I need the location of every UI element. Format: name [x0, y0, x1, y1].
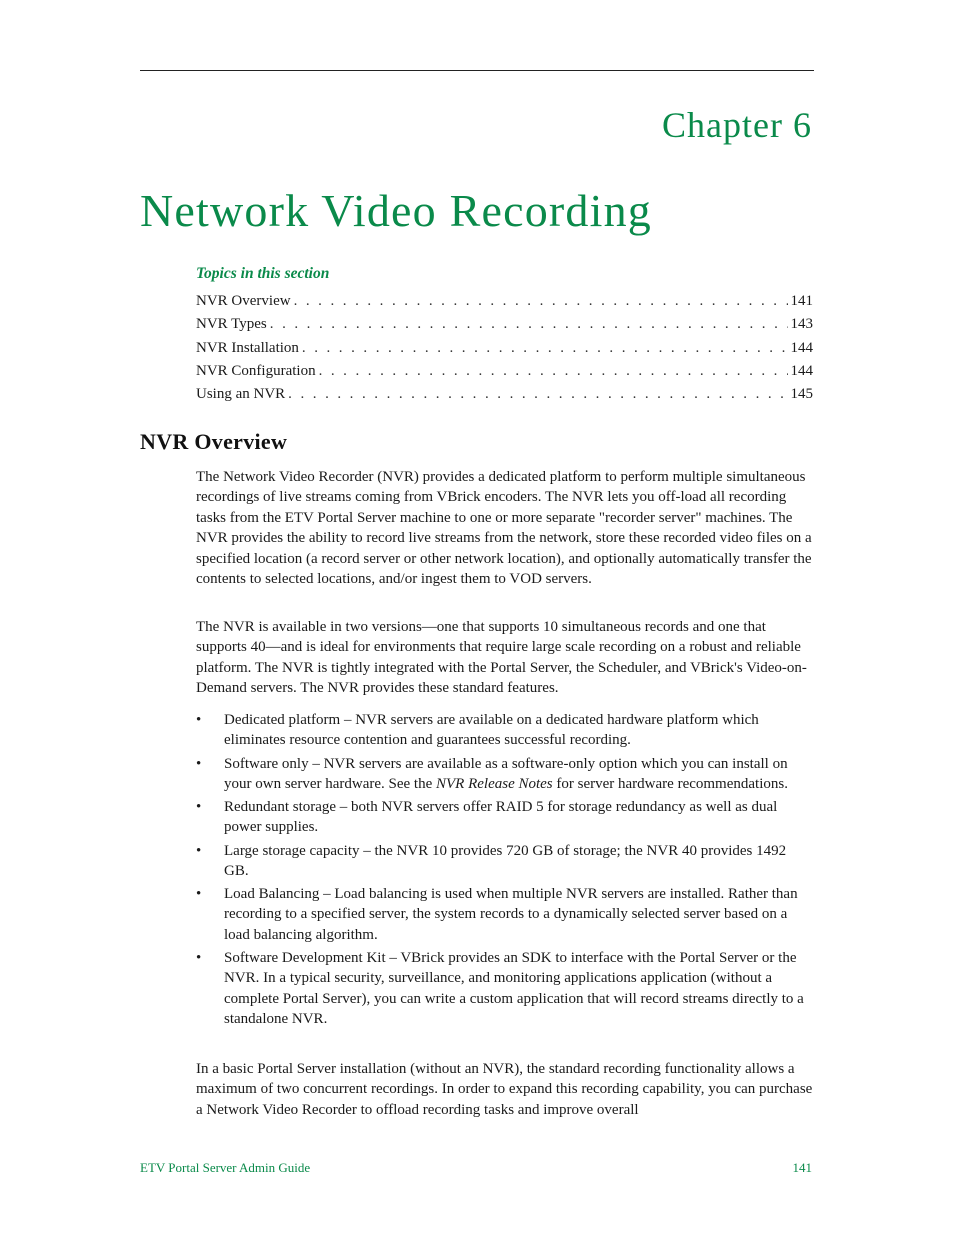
toc-leader-dots	[319, 363, 788, 380]
toc-entry-page: 144	[790, 339, 813, 356]
feature-text: Load Balancing – Load balancing is used when multiple NVR servers are installed. Rather than recording to a specified server, the system records to a dynamically selected server based on a load balancing algorithm.	[224, 886, 798, 943]
feature-item-large-storage	[196, 841, 814, 882]
feature-text: Large storage capacity – the NVR 10 provides 720 GB of storage; the NVR 40 provides 1492 GB.	[224, 842, 787, 879]
toc-entry-page: 145	[790, 386, 813, 403]
bullet-icon: •	[196, 949, 202, 966]
feature-text: Software only – NVR servers are available as a software-only option which you can install on your own server hardware. See the	[224, 755, 788, 792]
features-list	[196, 710, 814, 1032]
toc-entry-page: 144	[790, 362, 813, 379]
toc-entry-nvr-configuration[interactable]	[196, 363, 813, 386]
toc-entry-nvr-types[interactable]	[196, 316, 813, 339]
toc-entry-using-an-nvr[interactable]	[196, 386, 813, 409]
feature-text: Software Development Kit – VBrick provides an SDK to interface with the Portal Server or the NVR. In a typical security, surveillance, and monitoring applications application (without a complete Portal Server), you can write a custom application that will record streams directly to a standalone NVR.	[224, 949, 804, 1028]
release-notes-reference: NVR Release Notes	[436, 775, 553, 792]
feature-item-redundant-storage	[196, 797, 814, 838]
header-rule	[140, 70, 814, 71]
feature-text: Redundant storage – both NVR servers offer RAID 5 for storage redundancy as well as dual power supplies.	[224, 799, 778, 836]
toc-leader-dots	[294, 293, 788, 310]
bullet-icon: •	[196, 842, 202, 859]
topics-list	[196, 293, 813, 409]
toc-leader-dots	[288, 386, 787, 403]
topics-heading: Topics in this section	[196, 265, 330, 282]
body-paragraph: The Network Video Recorder (NVR) provides a dedicated platform to perform multiple simultaneous recordings of live streams coming from VBrick encoders. The NVR lets you off-load all recording tasks from the ETV Portal Server machine to one or more separate "recorder server" machines. The NVR provides the ability to record live streams from the network, store these recorded video files on a specified location (a record server or other network location), and optionally automatically transfer the contents to selected locations, and/or ingest them to VOD servers.	[196, 469, 812, 588]
bullet-icon: •	[196, 712, 202, 728]
feature-item-sdk	[196, 948, 814, 1030]
bullet-icon: •	[196, 755, 202, 772]
bullet-icon: •	[196, 799, 202, 815]
toc-entry-nvr-overview[interactable]	[196, 293, 813, 316]
footer-page-number: 141	[792, 1160, 812, 1175]
toc-leader-dots	[302, 340, 788, 357]
chapter-label: Chapter 6	[662, 105, 812, 145]
toc-entry-label: NVR Configuration	[196, 362, 316, 379]
toc-entry-label: NVR Installation	[196, 339, 299, 356]
chapter-title: Network Video Recording	[140, 185, 652, 236]
body-paragraph: The NVR is available in two versions—one that supports 10 simultaneous records and one that supports 40—and is ideal for environments that require large scale recording on a robust and reliable platform. The NVR is tightly integrated with the Portal Server, the Scheduler, and VBrick's Video-on-Demand servers. The NVR provides these standard features.	[196, 619, 807, 697]
feature-item-load-balancing	[196, 884, 814, 945]
footer-guide-title: ETV Portal Server Admin Guide	[140, 1160, 311, 1175]
toc-entry-nvr-installation[interactable]	[196, 340, 813, 363]
feature-text: for server hardware recommendations.	[552, 775, 788, 792]
feature-item-software-only	[196, 754, 814, 795]
toc-leader-dots	[270, 316, 788, 333]
toc-entry-label: NVR Types	[196, 316, 267, 333]
bullet-icon: •	[196, 886, 202, 902]
toc-entry-label: Using an NVR	[196, 386, 286, 403]
body-paragraph: In a basic Portal Server installation (without an NVR), the standard recording functionality allows a maximum of two concurrent recordings. In order to expand this recording capability, you can purchase a Network Video Recorder to offload recording tasks and improve overall	[196, 1061, 813, 1118]
section-heading: NVR Overview	[140, 429, 288, 454]
feature-item-dedicated-platform	[196, 710, 814, 751]
feature-text: Dedicated platform – NVR servers are available on a dedicated hardware platform which eliminates resource contention and guarantees successful recording.	[224, 712, 759, 749]
toc-entry-page: 141	[790, 293, 813, 309]
toc-entry-page: 143	[790, 316, 813, 333]
toc-entry-label: NVR Overview	[196, 293, 291, 309]
